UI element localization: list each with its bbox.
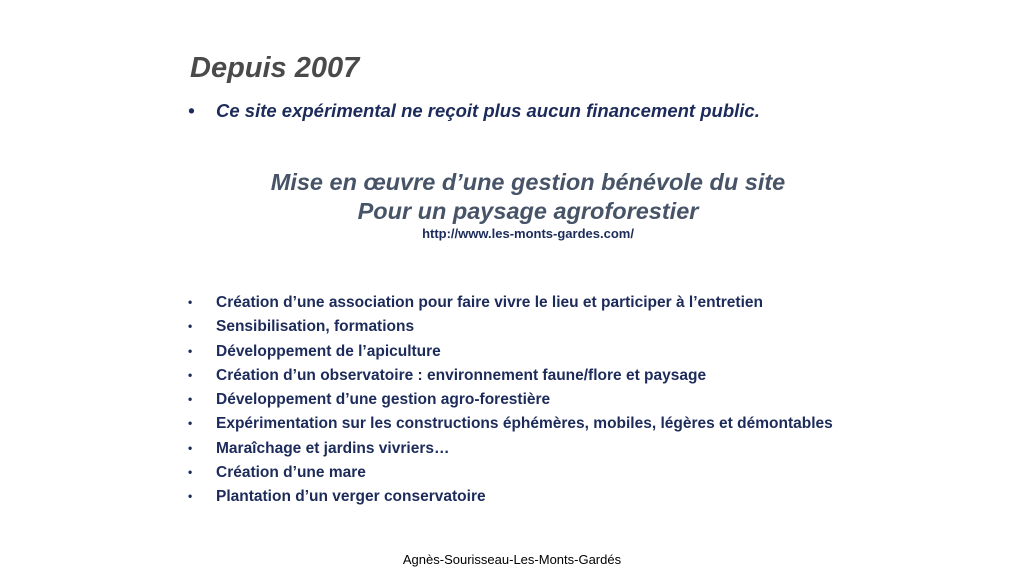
list-item [188,390,848,409]
list-item-text: Expérimentation sur les constructions éphémères, mobiles, légères et démontables [216,415,833,433]
list-item-text: Création d’un observatoire : environnement faune/flore et paysage [216,366,707,384]
bullet-icon: • [188,367,193,382]
center-heading-line-1: Mise en œuvre d’une gestion bénévole du site [270,169,786,195]
list-item [188,342,848,361]
list-item-text: Sensibilisation, formations [216,318,415,336]
list-item [188,487,848,506]
list-item-text: Développement d’une gestion agro-forestière [216,391,551,409]
list-item-text: Développement de l’apiculture [216,342,441,360]
bullet-icon: • [188,100,195,121]
list-item [188,366,848,385]
list-item-text: Plantation d’un verger conservatoire [216,488,486,506]
footer-credit: Agnès-Sourisseau-Les-Monts-Gardés [402,552,622,567]
list-item [188,463,848,482]
list-item-text: Maraîchage et jardins vivriers… [216,439,450,457]
slide-title: Depuis 2007 [190,52,360,84]
intro-bullet-text: Ce site expérimental ne reçoit plus aucun financement public. [216,100,760,121]
intro-bullet-item [188,99,760,123]
bullet-icon: • [188,489,193,504]
intro-list [188,99,760,123]
bullet-icon: • [188,343,193,358]
center-heading-line-2: Pour un paysage agroforestier [357,198,699,224]
list-item [188,439,848,458]
list-item-text: Création d’une mare [216,464,366,482]
center-heading-block [0,168,1024,242]
bullet-icon: • [188,465,193,480]
bullet-icon: • [188,392,193,407]
list-item [188,414,848,433]
actions-list [188,293,848,512]
website-url[interactable]: http://www.les-monts-gardes.com/ [422,226,634,241]
bullet-icon: • [188,440,193,455]
bullet-icon: • [188,319,193,334]
bullet-icon: • [188,295,193,309]
list-item [188,317,848,336]
bullet-icon: • [188,416,193,431]
list-item [188,293,848,312]
list-item-text: Création d’une association pour faire vivre le lieu et participer à l’entretien [216,294,763,311]
